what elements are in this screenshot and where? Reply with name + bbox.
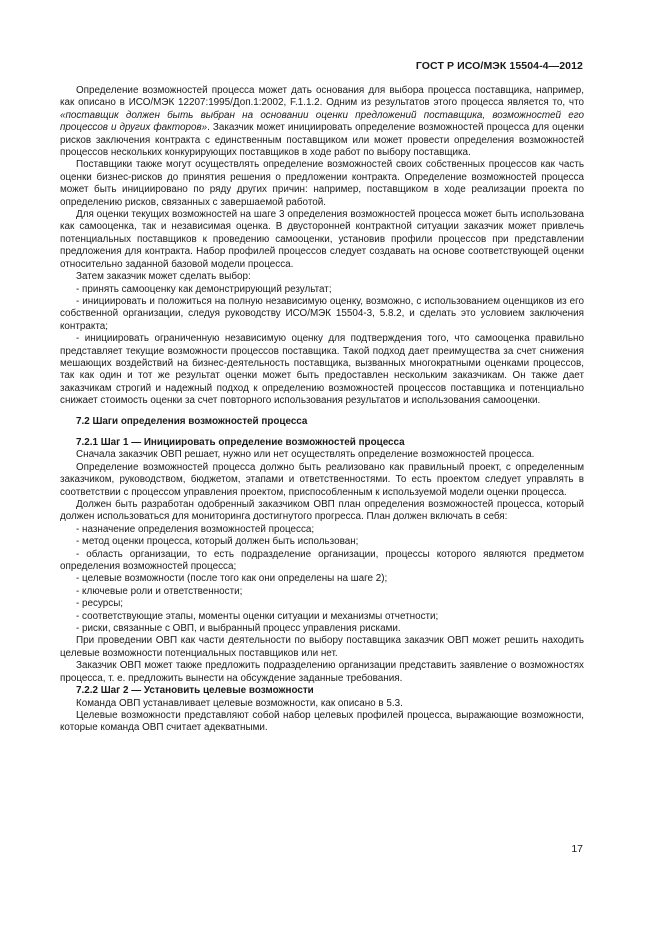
list-item-1: - принять самооценку как демонстрирующий результат; xyxy=(76,283,332,295)
page-number: 17 xyxy=(571,843,583,855)
para-3: Для оценки текущих возможностей на шаге 3 определения возможностей процесса может быть использована как самооценка, так и независимая оценка. В двусторонней контрактной ситуации заказчик может привлечь потенциальных поставщиков к проведению самооценки, установив профили процессов при представлении предложения для контракта. Набор профилей процессов следует создавать на основе соответствующей оценки относительно заданной базовой модели процесса. xyxy=(60,209,584,270)
section-heading-7-2: 7.2 Шаги определения возможностей процесса xyxy=(76,415,308,427)
para-2: Поставщики также могут осуществлять определение возможностей своих собственных процессов как часть оценки бизнес-рисков до принятия решения о предложении контракта. Определение возможностей процесса может быть инициировано по ряду других причин: например, поставщиком в ходе реализации проекта по определению рисков, связанных с завершаемой работой. xyxy=(60,159,584,208)
para-1: Определение возможностей процесса может дать основания для выбора процесса поставщика, например, как описано в ИСО/МЭК 12207:1995/Доп.1:2002, F.1.1.2. Одним из результатов этого процесса является то, что «поставщик должен быть выбран на основании оценки предложений поставщика, возможностей его процессов и других факторов». Заказчик может инициировать определение возможностей процесса для оценки рисков заключения контракта с единственным поставщиком или может провести определения возможностей процессов нескольких конкурирующих поставщиков в ходе работ по выбору поставщика. xyxy=(60,85,584,159)
list-item-7: - целевые возможности (после того как они определены на шаге 2); xyxy=(76,573,388,585)
document-body xyxy=(60,85,584,735)
list-item-8: - ключевые роли и ответственности; xyxy=(76,585,243,597)
para-9: Заказчик ОВП может также предложить подразделению организации представить заявление о возможностях процесса, т. е. предложить вынести на обсуждение заданные требования. xyxy=(60,660,584,684)
list-item-3: - инициировать ограниченную независимую оценку для подтверждения того, что самооценка правильно представляет текущие возможности процессов поставщика. Такой подход дает преимущества за счет снижения мешающих воздействий на бизнес-деятельность поставщика, вызванных многократными оценками процессов, так как один и тот же результат оценки может быть предоставлен нескольким заказчикам. Он также дает заказчикам строгий и надежный подход к определению возможностей процессов поставщика и потенциально снижает стоимость оценки за счет повторного использования результатов и использования самооценки. xyxy=(60,333,584,407)
para-11: Целевые возможности представляют собой набор целевых профилей процесса, выражающие возможности, которые команда ОВП считает адекватными. xyxy=(60,709,584,734)
list-item-10: - соответствующие этапы, моменты оценки ситуации и механизмы отчетности; xyxy=(76,610,439,622)
list-item-6: - область организации, то есть подразделение организации, процессы которого являются предметом определения возможностей процесса; xyxy=(60,548,584,573)
standard-header: ГОСТ Р ИСО/МЭК 15504-4—2012 xyxy=(415,60,583,72)
list-item-11: - риски, связанные с ОВП, и выбранный процесс управления рисками. xyxy=(76,623,401,635)
para-5: Сначала заказчик ОВП решает, нужно или нет осуществлять определение возможностей процесса. xyxy=(76,449,535,461)
list-item-4: - назначение определения возможностей процесса; xyxy=(76,523,315,535)
para-4: Затем заказчик может сделать выбор: xyxy=(76,271,251,283)
list-item-2: - инициировать и положиться на полную независимую оценку, возможно, с использованием оценщиков из его собственной организации, следуя руководству ИСО/МЭК 15504-3, 5.8.2, и сделать это условием заключения контракта; xyxy=(60,295,584,332)
subsection-heading-7-2-1: 7.2.1 Шаг 1 — Инициировать определение возможностей процесса xyxy=(76,436,405,448)
para-8: При проведении ОВП как части деятельности по выбору поставщика заказчик ОВП может решить находить целевые возможности потенциальных поставщиков или нет. xyxy=(60,635,584,659)
list-item-5: - метод оценки процесса, который должен быть использован; xyxy=(76,536,359,548)
list-item-9: - ресурсы; xyxy=(76,598,124,610)
para-7: Должен быть разработан одобренный заказчиком ОВП план определения возможностей процесса, который должен использоваться для мониторинга достигнутого прогресса. План должен включать в себя: xyxy=(60,499,584,523)
para-6: Определение возможностей процесса должно быть реализовано как правильный проект, с определенным заказчиком, руководством, бюджетом, этапами и ответственностями. То есть проектом следует управлять в соответствии с процессом управления проектом, приспособленным к используемой модели оценки процесса. xyxy=(60,461,584,498)
subsection-heading-7-2-2: 7.2.2 Шаг 2 — Установить целевые возможности xyxy=(76,685,314,697)
para-10: Команда ОВП устанавливает целевые возможности, как описано в 5.3. xyxy=(76,697,403,709)
